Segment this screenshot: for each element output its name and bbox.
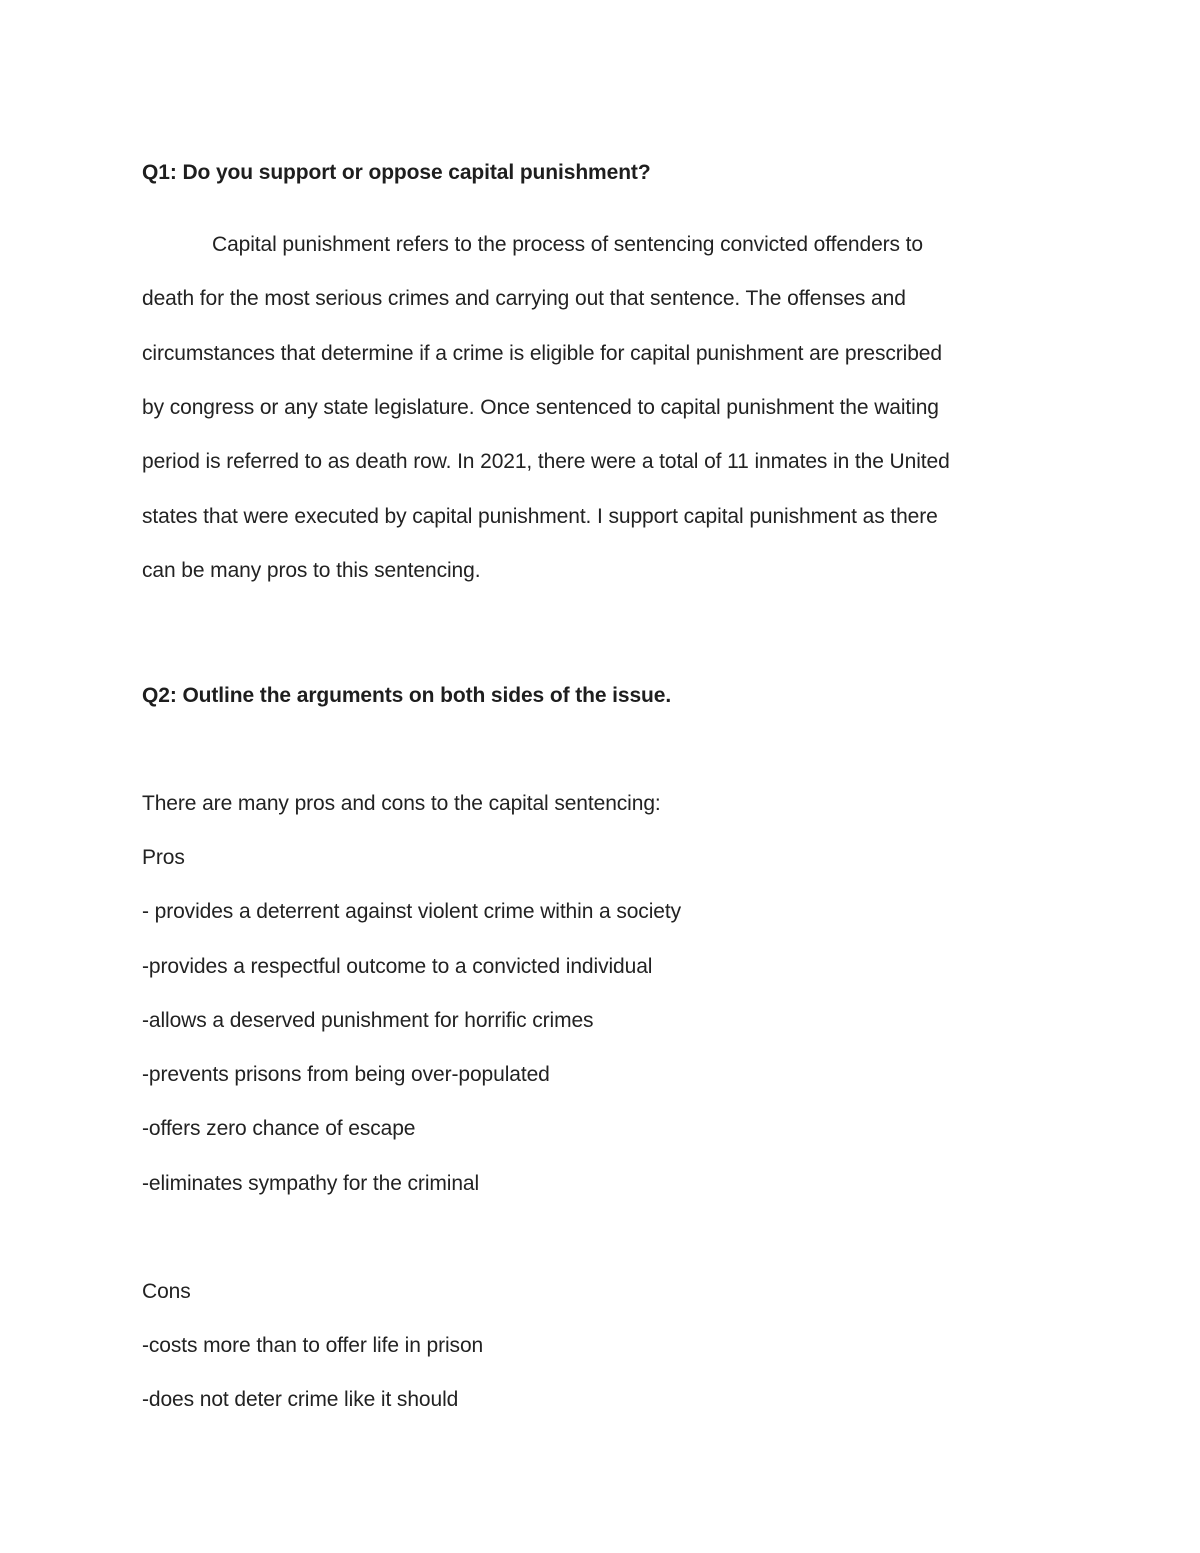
q1-heading: Q1: Do you support or oppose capital punishment? [142,161,651,184]
pros-list-item: -provides a respectful outcome to a convicted individual [142,955,653,978]
pros-list-item: -eliminates sympathy for the criminal [142,1172,480,1195]
cons-list-item: -does not deter crime like it should [142,1388,459,1411]
pros-list-item: -prevents prisons from being over-populated [142,1063,550,1086]
pros-label: Pros [142,846,185,869]
q2-heading: Q2: Outline the arguments on both sides of the issue. [142,684,672,707]
cons-list-item: -costs more than to offer life in prison [142,1334,484,1357]
pros-list-item: -allows a deserved punishment for horrific crimes [142,1009,594,1032]
q1-paragraph-line: by congress or any state legislature. Once sentenced to capital punishment the waiting [142,396,939,419]
q1-paragraph-line: Capital punishment refers to the process of sentencing convicted offenders to [212,233,923,256]
cons-label: Cons [142,1280,191,1303]
pros-list-item: -offers zero chance of escape [142,1117,416,1140]
q1-paragraph-line: can be many pros to this sentencing. [142,559,481,582]
q2-intro: There are many pros and cons to the capital sentencing: [142,792,661,815]
q1-paragraph-line: death for the most serious crimes and carrying out that sentence. The offenses and [142,287,906,310]
q1-paragraph-line: circumstances that determine if a crime is eligible for capital punishment are prescribed [142,342,942,365]
pros-list-item: - provides a deterrent against violent crime within a society [142,900,681,923]
q1-paragraph-line: period is referred to as death row. In 2021, there were a total of 11 inmates in the United [142,450,950,473]
q1-paragraph-line: states that were executed by capital punishment. I support capital punishment as there [142,505,938,528]
